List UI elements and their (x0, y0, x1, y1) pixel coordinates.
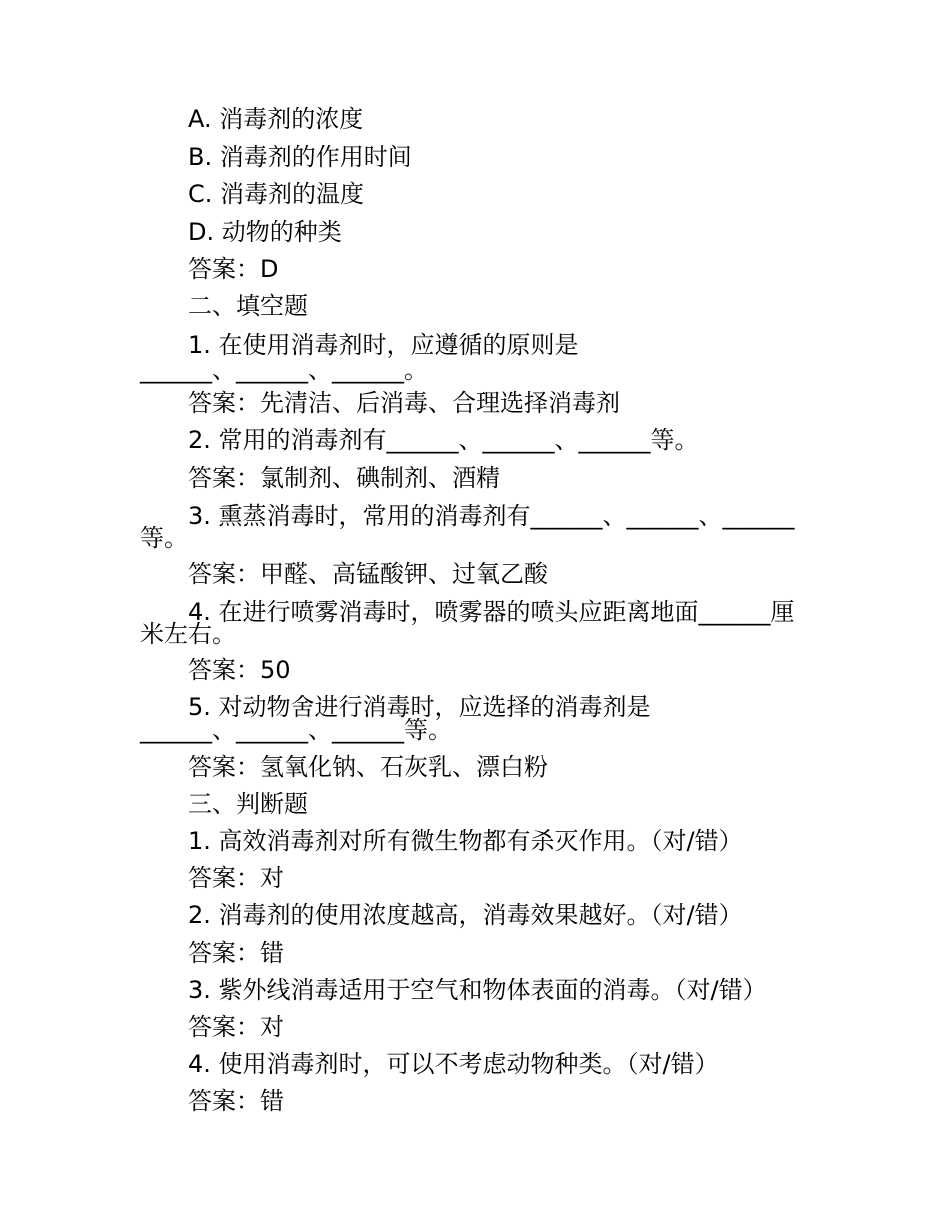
option-c: C. 消毒剂的温度 (188, 180, 365, 208)
answer-line: 答案：50 (188, 656, 291, 684)
answer-line: 答案：甲醛、高锰酸钾、过氧乙酸 (188, 560, 548, 588)
answer-line: 答案：错 (188, 939, 284, 967)
question-text: 3. 紫外线消毒适用于空气和物体表面的消毒。（对/错） (188, 976, 767, 1004)
question-text: 5. 对动物舍进行消毒时，应选择的消毒剂是 (188, 693, 651, 721)
option-a: A. 消毒剂的浓度 (188, 105, 364, 133)
answer-line: 答案：错 (188, 1087, 284, 1115)
question-continuation: 米左右。 (140, 620, 236, 648)
question-continuation: 等。 (140, 524, 188, 552)
answer-line: 答案：D (188, 255, 279, 283)
option-d: D. 动物的种类 (188, 218, 342, 246)
answer-line: 答案：先清洁、后消毒、合理选择消毒剂 (188, 389, 620, 417)
question-text: 1. 高效消毒剂对所有微生物都有杀灭作用。（对/错） (188, 827, 743, 855)
question-text: 1. 在使用消毒剂时，应遵循的原则是 (188, 331, 579, 359)
answer-line: 答案：对 (188, 1013, 284, 1041)
question-text: 2. 消毒剂的使用浓度越高，消毒效果越好。（对/错） (188, 901, 743, 929)
option-b: B. 消毒剂的作用时间 (188, 143, 412, 171)
question-text: 2. 常用的消毒剂有______、______、______等。 (188, 426, 699, 454)
answer-line: 答案：氯制剂、碘制剂、酒精 (188, 464, 500, 492)
question-continuation: ______、______、______等。 (140, 716, 452, 744)
question-text: 4. 在进行喷雾消毒时，喷雾器的喷头应距离地面______厘 (188, 598, 795, 626)
section-heading-fill-blank: 二、填空题 (188, 292, 308, 320)
question-text: 4. 使用消毒剂时，可以不考虑动物种类。（对/错） (188, 1050, 719, 1078)
answer-line: 答案：对 (188, 864, 284, 892)
section-heading-true-false: 三、判断题 (188, 790, 308, 818)
question-continuation: ______、______、______。 (140, 356, 428, 384)
question-text: 3. 熏蒸消毒时，常用的消毒剂有______、______、______ (188, 502, 795, 530)
answer-line: 答案：氢氧化钠、石灰乳、漂白粉 (188, 753, 548, 781)
